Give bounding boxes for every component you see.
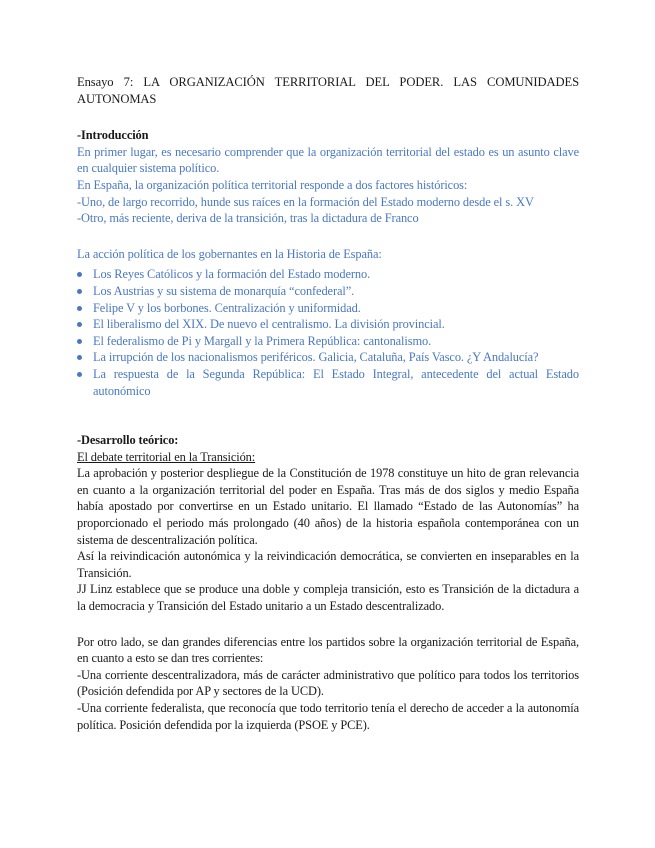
list-item-text: Felipe V y los borbones. Centralización y uniformidad. — [93, 300, 361, 315]
intro-paragraph: -Uno, de largo recorrido, hunde sus raíces en la formación del Estado moderno desde el s. XV — [77, 194, 534, 209]
intro-heading: -Introducción — [77, 128, 149, 143]
bullet-icon — [77, 339, 82, 344]
list-item-text: El liberalismo del XIX. De nuevo el centralismo. La división provincial. — [93, 317, 445, 332]
intro-paragraph: En España, la organización política territorial responde a dos factores históricos: — [77, 177, 468, 192]
theory-heading: -Desarrollo teórico: — [77, 433, 179, 448]
list-item-text: La respuesta de la Segunda República: El Estado Integral, antecedente del actual Estado autonómico — [93, 366, 579, 398]
list-item-text: Los Austrias y su sistema de monarquía “confederal”. — [93, 283, 355, 298]
list-intro: La acción política de los gobernantes en la Historia de España: — [77, 246, 382, 261]
theory-paragraph: -Una corriente descentralizadora, más de carácter administrativo que político para todos los territorios (Posición defendida por AP y sectores de la UCD). — [77, 667, 579, 699]
document-title: Ensayo 7: LA ORGANIZACIÓN TERRITORIAL DEL PODER. LAS COMUNIDADES AUTONOMAS — [77, 75, 579, 106]
theory-paragraph: La aprobación y posterior despliegue de la Constitución de 1978 constituye un hito de gran relevancia en cuanto a la organización territorial del poder en España. Tras más de dos siglos y medio España había apostado por convertirse en un Estado unitario. El llamado “Estado de las Autonomías” ha proporcionado el periodo más prolongado (40 años) de la historia española contemporánea con un sistema de descentralización política. — [77, 466, 579, 547]
theory-paragraph: Así la reivindicación autonómica y la reivindicación democrática, se convierten en inseparables en la Transición. — [77, 549, 579, 580]
document-page — [77, 74, 579, 733]
bullet-icon — [77, 355, 82, 360]
list-item — [77, 266, 579, 283]
list-item — [77, 333, 579, 350]
list-item — [77, 349, 579, 366]
intro-paragraph: -Otro, más reciente, deriva de la transición, tras la dictadura de Franco — [77, 211, 419, 226]
intro-paragraph: En primer lugar, es necesario comprender que la organización territorial del estado es un asunto clave en cualquier sistema político. — [77, 144, 579, 176]
list-item — [77, 316, 579, 333]
history-bullet-list — [77, 266, 579, 399]
bullet-icon — [77, 306, 82, 311]
list-item-text: Los Reyes Católicos y la formación del Estado moderno. — [93, 267, 371, 282]
list-item — [77, 300, 579, 317]
list-item — [77, 283, 579, 300]
theory-paragraph: Por otro lado, se dan grandes diferencias entre los partidos sobre la organización territorial de España, en cuanto a esto se dan tres corrientes: — [77, 634, 579, 666]
theory-subheading: El debate territorial en la Transición: — [77, 449, 256, 464]
theory-paragraph: -Una corriente federalista, que reconocía que todo territorio tenía el derecho de acceder a la autonomía política. Posición defendida por la izquierda (PSOE y PCE). — [77, 701, 579, 732]
theory-paragraph: JJ Linz establece que se produce una doble y compleja transición, esto es Transición de la dictadura a la democracia y Transición del Estado unitario a un Estado descentralizado. — [77, 582, 579, 614]
bullet-icon — [77, 322, 82, 327]
bullet-icon — [77, 289, 82, 294]
list-item-text: El federalismo de Pi y Margall y la Primera República: cantonalismo. — [93, 333, 432, 348]
list-item — [77, 366, 579, 399]
bullet-icon — [77, 372, 82, 377]
bullet-icon — [77, 272, 82, 277]
list-item-text: La irrupción de los nacionalismos periféricos. Galicia, Cataluña, País Vasco. ¿Y Andalucía? — [93, 350, 539, 365]
